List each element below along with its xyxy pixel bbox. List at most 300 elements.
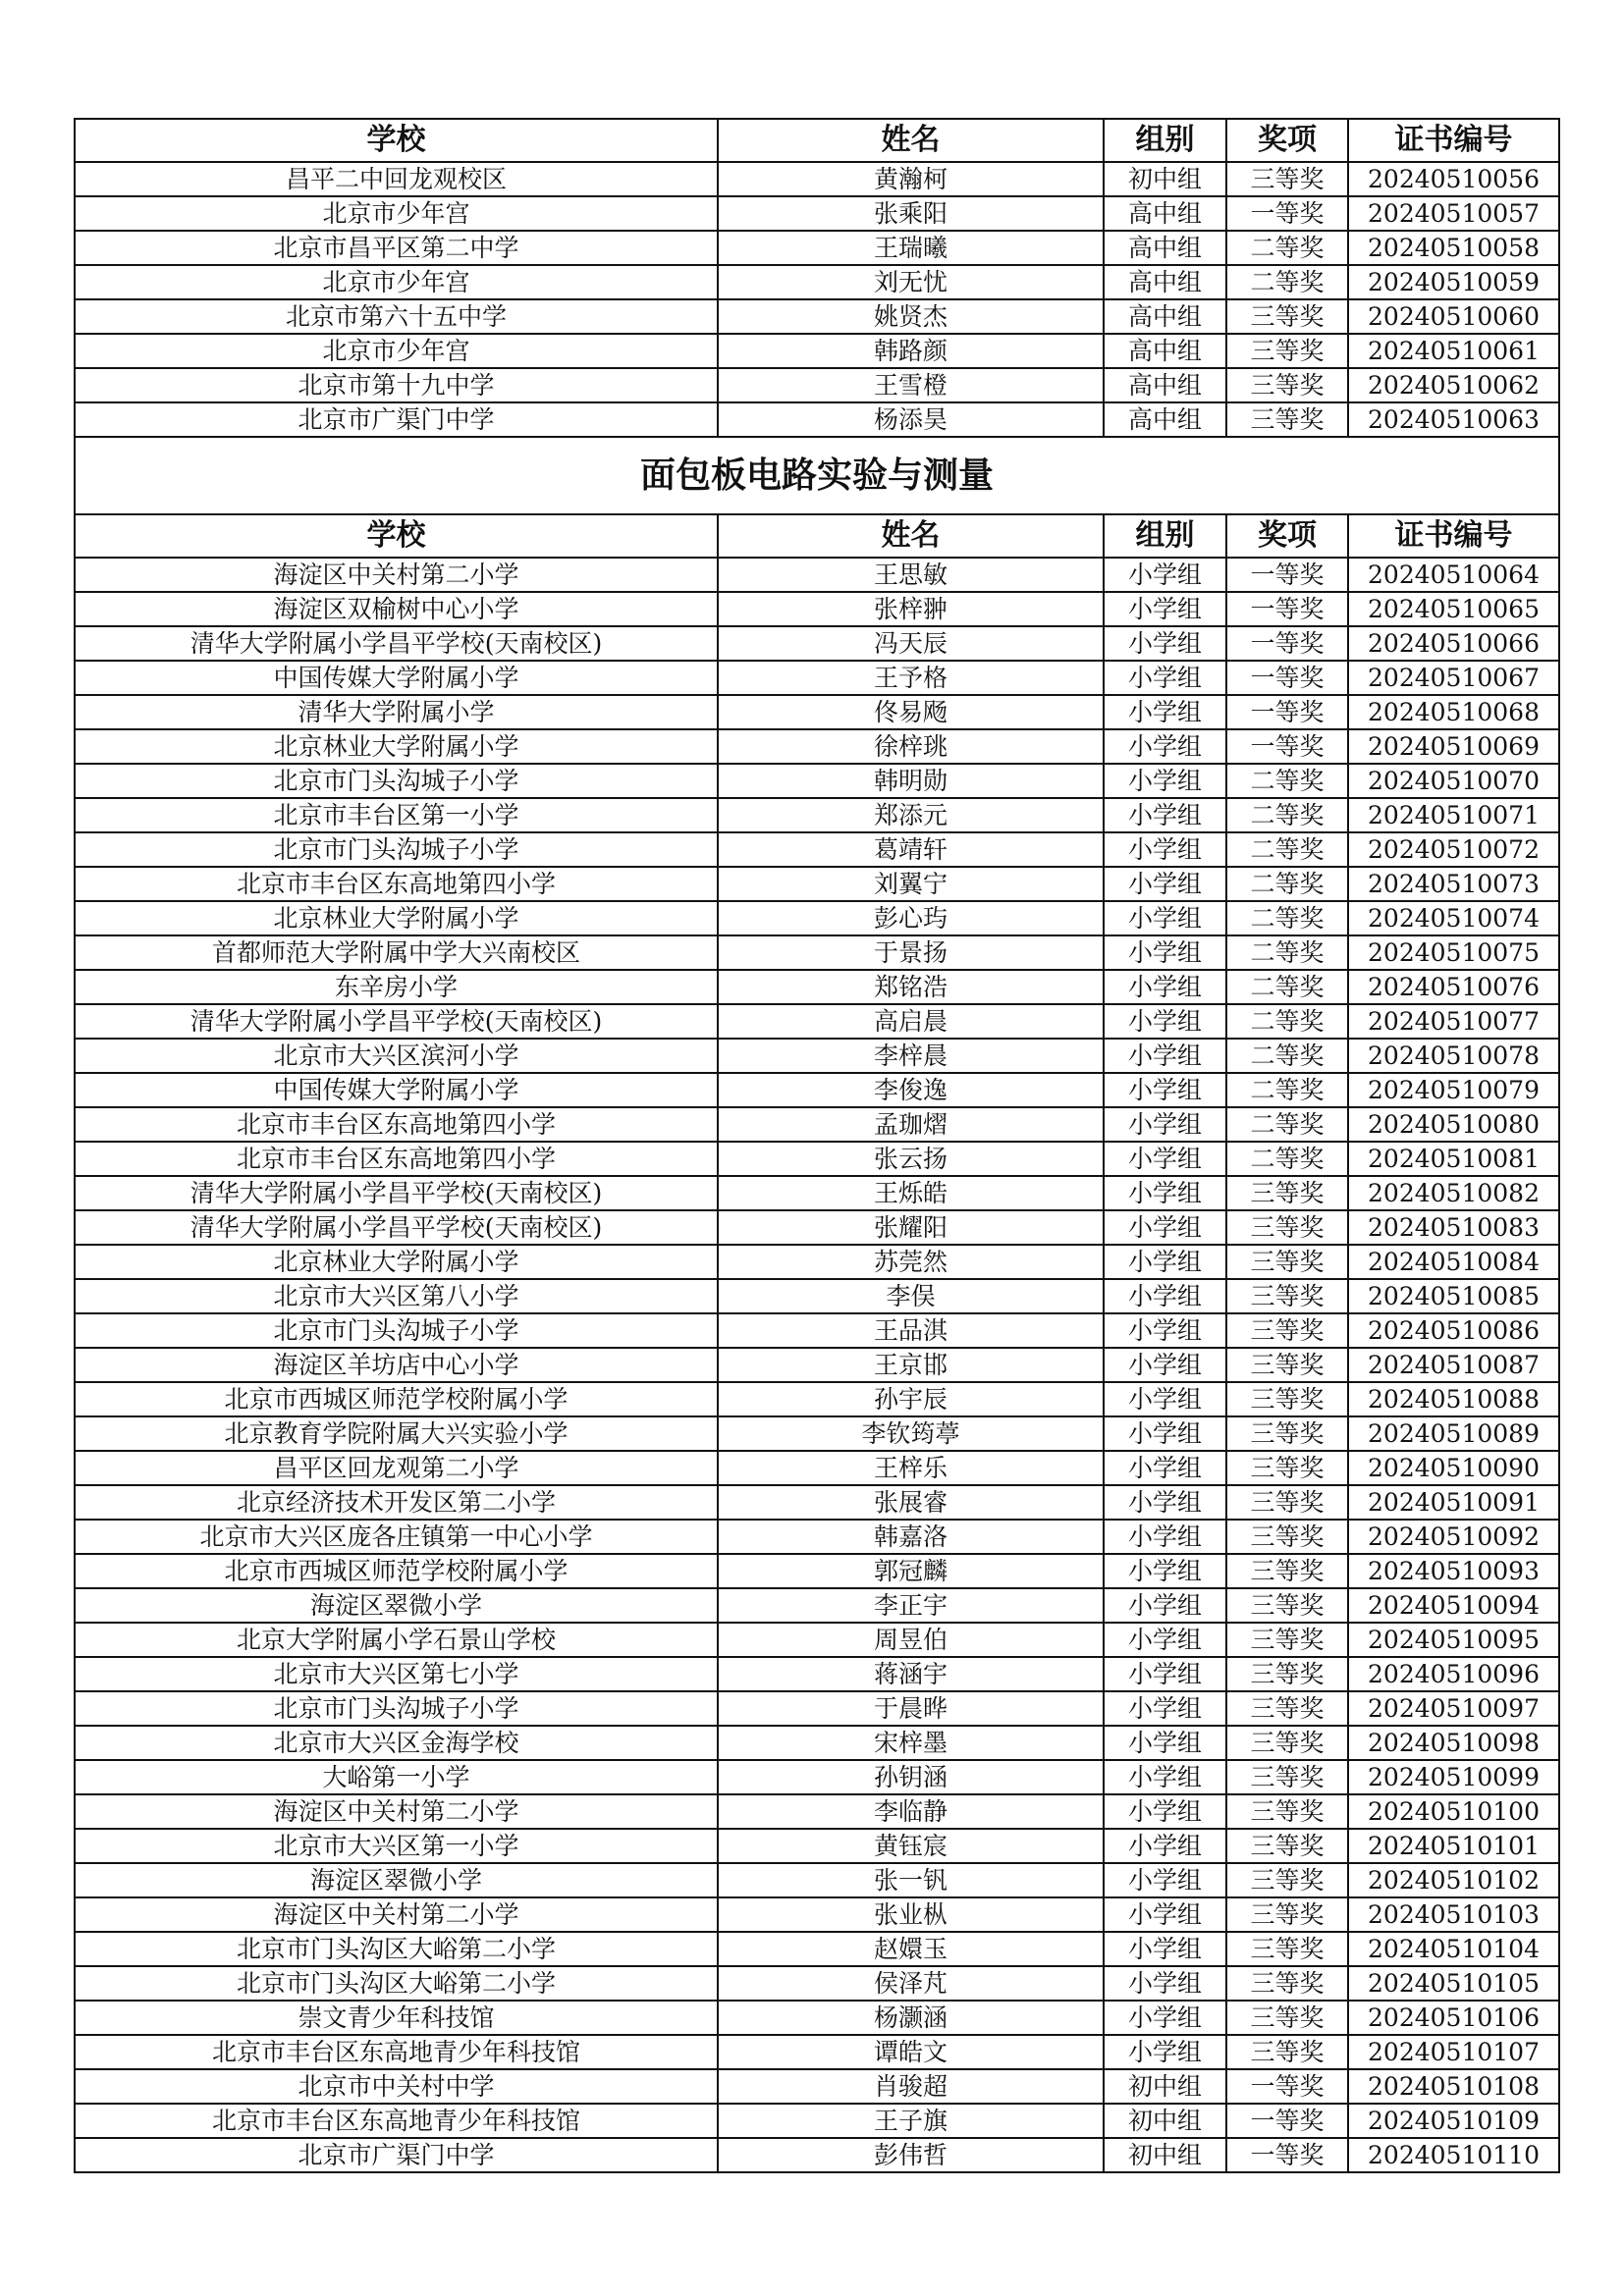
- table-row: [75, 1623, 1559, 1657]
- cell-group: 小学组: [1104, 592, 1226, 626]
- cell-name: 韩明勋: [718, 764, 1104, 798]
- table-row: [75, 2069, 1559, 2104]
- cell-school: 北京市少年宫: [75, 265, 718, 299]
- table-row: [75, 2104, 1559, 2138]
- table-header-row: [75, 119, 1559, 162]
- cell-group: 高中组: [1104, 368, 1226, 402]
- cell-cert: 20240510103: [1348, 1897, 1559, 1932]
- cell-cert: 20240510073: [1348, 867, 1559, 901]
- table-row: [75, 1107, 1559, 1142]
- cell-group: 小学组: [1104, 832, 1226, 867]
- cell-cert: 20240510070: [1348, 764, 1559, 798]
- cell-name: 刘无忧: [718, 265, 1104, 299]
- cell-group: 小学组: [1104, 1932, 1226, 1966]
- cell-name: 王雪橙: [718, 368, 1104, 402]
- cell-cert: 20240510062: [1348, 368, 1559, 402]
- cell-award: 三等奖: [1226, 1348, 1348, 1382]
- cell-award: 三等奖: [1226, 1279, 1348, 1313]
- cell-school: 海淀区中关村第二小学: [75, 1897, 718, 1932]
- table-row: [75, 2138, 1559, 2172]
- cell-name: 王瑞曦: [718, 231, 1104, 265]
- cell-award: 二等奖: [1226, 970, 1348, 1004]
- cell-group: 小学组: [1104, 867, 1226, 901]
- cell-award: 二等奖: [1226, 764, 1348, 798]
- cell-school: 北京市大兴区滨河小学: [75, 1039, 718, 1073]
- cell-award: 一等奖: [1226, 2104, 1348, 2138]
- cell-award: 二等奖: [1226, 1039, 1348, 1073]
- cell-group: 小学组: [1104, 935, 1226, 970]
- cell-award: 二等奖: [1226, 265, 1348, 299]
- cell-school: 海淀区中关村第二小学: [75, 1794, 718, 1829]
- table-row: [75, 661, 1559, 695]
- cell-school: 北京市大兴区庞各庄镇第一中心小学: [75, 1520, 718, 1554]
- cell-name: 黄瀚柯: [718, 162, 1104, 196]
- table-row: [75, 729, 1559, 764]
- column-header-school: 学校: [75, 514, 718, 558]
- cell-name: 周昱伯: [718, 1623, 1104, 1657]
- cell-cert: 20240510083: [1348, 1210, 1559, 1245]
- cell-award: 三等奖: [1226, 1520, 1348, 1554]
- table-row: [75, 1176, 1559, 1210]
- cell-award: 三等奖: [1226, 2035, 1348, 2069]
- cell-name: 张梓翀: [718, 592, 1104, 626]
- table-row: [75, 1726, 1559, 1760]
- table-row: [75, 867, 1559, 901]
- cell-school: 海淀区双榆树中心小学: [75, 592, 718, 626]
- cell-cert: 20240510076: [1348, 970, 1559, 1004]
- cell-cert: 20240510086: [1348, 1313, 1559, 1348]
- cell-name: 王京邯: [718, 1348, 1104, 1382]
- cell-award: 一等奖: [1226, 558, 1348, 592]
- cell-cert: 20240510101: [1348, 1829, 1559, 1863]
- cell-school: 北京市少年宫: [75, 334, 718, 368]
- cell-cert: 20240510056: [1348, 162, 1559, 196]
- cell-award: 三等奖: [1226, 1966, 1348, 2001]
- cell-cert: 20240510067: [1348, 661, 1559, 695]
- cell-group: 小学组: [1104, 626, 1226, 661]
- cell-cert: 20240510089: [1348, 1416, 1559, 1451]
- cell-award: 三等奖: [1226, 1623, 1348, 1657]
- cell-name: 张业枞: [718, 1897, 1104, 1932]
- cell-award: 三等奖: [1226, 1657, 1348, 1691]
- cell-group: 小学组: [1104, 901, 1226, 935]
- cell-group: 小学组: [1104, 2035, 1226, 2069]
- cell-group: 小学组: [1104, 1623, 1226, 1657]
- cell-name: 黄钰宸: [718, 1829, 1104, 1863]
- cell-group: 小学组: [1104, 1279, 1226, 1313]
- cell-award: 二等奖: [1226, 1004, 1348, 1039]
- table-row: [75, 1004, 1559, 1039]
- cell-award: 一等奖: [1226, 626, 1348, 661]
- cell-name: 王予格: [718, 661, 1104, 695]
- cell-group: 小学组: [1104, 1966, 1226, 2001]
- cell-cert: 20240510058: [1348, 231, 1559, 265]
- cell-group: 小学组: [1104, 1142, 1226, 1176]
- column-header-cert: 证书编号: [1348, 514, 1559, 558]
- cell-group: 小学组: [1104, 1210, 1226, 1245]
- table-row: [75, 1657, 1559, 1691]
- cell-school: 北京市西城区师范学校附属小学: [75, 1554, 718, 1588]
- cell-group: 初中组: [1104, 162, 1226, 196]
- cell-cert: 20240510108: [1348, 2069, 1559, 2104]
- cell-cert: 20240510106: [1348, 2001, 1559, 2035]
- cell-school: 北京市中关村中学: [75, 2069, 718, 2104]
- cell-group: 小学组: [1104, 695, 1226, 729]
- table-row: [75, 1554, 1559, 1588]
- cell-award: 二等奖: [1226, 1073, 1348, 1107]
- cell-cert: 20240510069: [1348, 729, 1559, 764]
- cell-name: 王思敏: [718, 558, 1104, 592]
- cell-cert: 20240510104: [1348, 1932, 1559, 1966]
- cell-school: 中国传媒大学附属小学: [75, 661, 718, 695]
- cell-group: 小学组: [1104, 764, 1226, 798]
- cell-award: 三等奖: [1226, 162, 1348, 196]
- cell-name: 高启晨: [718, 1004, 1104, 1039]
- cell-name: 张耀阳: [718, 1210, 1104, 1245]
- cell-cert: 20240510080: [1348, 1107, 1559, 1142]
- cell-school: 北京市大兴区第一小学: [75, 1829, 718, 1863]
- cell-group: 小学组: [1104, 1588, 1226, 1623]
- cell-award: 一等奖: [1226, 695, 1348, 729]
- cell-cert: 20240510088: [1348, 1382, 1559, 1416]
- cell-school: 昌平二中回龙观校区: [75, 162, 718, 196]
- cell-school: 崇文青少年科技馆: [75, 2001, 718, 2035]
- cell-group: 小学组: [1104, 1039, 1226, 1073]
- table-row: [75, 1279, 1559, 1313]
- table-row: [75, 1210, 1559, 1245]
- cell-award: 二等奖: [1226, 231, 1348, 265]
- cell-school: 清华大学附属小学昌平学校(天南校区): [75, 1210, 718, 1245]
- cell-group: 小学组: [1104, 661, 1226, 695]
- cell-school: 北京市丰台区东高地青少年科技馆: [75, 2104, 718, 2138]
- cell-cert: 20240510100: [1348, 1794, 1559, 1829]
- cell-name: 于景扬: [718, 935, 1104, 970]
- cell-school: 中国传媒大学附属小学: [75, 1073, 718, 1107]
- cell-name: 张云扬: [718, 1142, 1104, 1176]
- cell-cert: 20240510059: [1348, 265, 1559, 299]
- table-row: [75, 1588, 1559, 1623]
- cell-award: 三等奖: [1226, 1554, 1348, 1588]
- cell-award: 三等奖: [1226, 1932, 1348, 1966]
- cell-cert: 20240510105: [1348, 1966, 1559, 2001]
- cell-award: 一等奖: [1226, 729, 1348, 764]
- cell-group: 小学组: [1104, 729, 1226, 764]
- cell-award: 三等奖: [1226, 1451, 1348, 1485]
- cell-group: 小学组: [1104, 1073, 1226, 1107]
- cell-award: 三等奖: [1226, 1245, 1348, 1279]
- cell-group: 小学组: [1104, 558, 1226, 592]
- cell-school: 北京大学附属小学石景山学校: [75, 1623, 718, 1657]
- cell-award: 三等奖: [1226, 1726, 1348, 1760]
- cell-group: 小学组: [1104, 970, 1226, 1004]
- cell-name: 刘翼宁: [718, 867, 1104, 901]
- cell-school: 北京市广渠门中学: [75, 402, 718, 437]
- cell-school: 北京市丰台区第一小学: [75, 798, 718, 832]
- table-row: [75, 1245, 1559, 1279]
- table-row: [75, 592, 1559, 626]
- cell-award: 三等奖: [1226, 334, 1348, 368]
- cell-group: 小学组: [1104, 1863, 1226, 1897]
- table-row: [75, 1932, 1559, 1966]
- cell-group: 小学组: [1104, 1107, 1226, 1142]
- cell-school: 北京市门头沟区大峪第二小学: [75, 1932, 718, 1966]
- cell-cert: 20240510102: [1348, 1863, 1559, 1897]
- cell-name: 郭冠麟: [718, 1554, 1104, 1588]
- cell-school: 北京市大兴区金海学校: [75, 1726, 718, 1760]
- cell-cert: 20240510072: [1348, 832, 1559, 867]
- table-row: [75, 1382, 1559, 1416]
- cell-group: 小学组: [1104, 1451, 1226, 1485]
- cell-school: 北京市大兴区第七小学: [75, 1657, 718, 1691]
- table-row: [75, 1863, 1559, 1897]
- cell-group: 高中组: [1104, 265, 1226, 299]
- cell-school: 清华大学附属小学昌平学校(天南校区): [75, 1004, 718, 1039]
- cell-school: 北京市少年宫: [75, 196, 718, 231]
- table-row: [75, 1073, 1559, 1107]
- cell-group: 初中组: [1104, 2069, 1226, 2104]
- table-row: [75, 935, 1559, 970]
- table-row: [75, 558, 1559, 592]
- table-row: [75, 299, 1559, 334]
- cell-award: 二等奖: [1226, 1142, 1348, 1176]
- cell-name: 郑添元: [718, 798, 1104, 832]
- cell-school: 清华大学附属小学昌平学校(天南校区): [75, 626, 718, 661]
- cell-school: 北京市门头沟城子小学: [75, 1691, 718, 1726]
- table-row: [75, 970, 1559, 1004]
- cell-cert: 20240510071: [1348, 798, 1559, 832]
- cell-award: 一等奖: [1226, 592, 1348, 626]
- cell-school: 海淀区翠微小学: [75, 1588, 718, 1623]
- table-row: [75, 368, 1559, 402]
- cell-cert: 20240510094: [1348, 1588, 1559, 1623]
- cell-award: 三等奖: [1226, 402, 1348, 437]
- cell-school: 北京市丰台区东高地第四小学: [75, 867, 718, 901]
- cell-name: 王烁皓: [718, 1176, 1104, 1210]
- table-row: [75, 1348, 1559, 1382]
- cell-name: 杨添昊: [718, 402, 1104, 437]
- table-header-row: [75, 514, 1559, 558]
- cell-cert: 20240510098: [1348, 1726, 1559, 1760]
- cell-cert: 20240510087: [1348, 1348, 1559, 1382]
- table-row: [75, 1039, 1559, 1073]
- table-row: [75, 162, 1559, 196]
- cell-group: 高中组: [1104, 196, 1226, 231]
- column-header-cert: 证书编号: [1348, 119, 1559, 162]
- table-row: [75, 1520, 1559, 1554]
- cell-name: 葛靖轩: [718, 832, 1104, 867]
- cell-school: 北京市广渠门中学: [75, 2138, 718, 2172]
- section-title-row: [75, 437, 1559, 514]
- cell-school: 东辛房小学: [75, 970, 718, 1004]
- cell-group: 小学组: [1104, 1691, 1226, 1726]
- cell-cert: 20240510099: [1348, 1760, 1559, 1794]
- table-row: [75, 1142, 1559, 1176]
- cell-name: 李梓晨: [718, 1039, 1104, 1073]
- cell-cert: 20240510060: [1348, 299, 1559, 334]
- cell-name: 彭心玙: [718, 901, 1104, 935]
- cell-name: 苏莞然: [718, 1245, 1104, 1279]
- cell-cert: 20240510061: [1348, 334, 1559, 368]
- award-list-sheet: [74, 118, 1558, 2173]
- cell-award: 三等奖: [1226, 1863, 1348, 1897]
- table-row: [75, 626, 1559, 661]
- cell-cert: 20240510068: [1348, 695, 1559, 729]
- cell-award: 三等奖: [1226, 1691, 1348, 1726]
- cell-group: 高中组: [1104, 334, 1226, 368]
- table-row: [75, 1416, 1559, 1451]
- cell-name: 王梓乐: [718, 1451, 1104, 1485]
- cell-cert: 20240510066: [1348, 626, 1559, 661]
- column-header-name: 姓名: [718, 514, 1104, 558]
- cell-name: 张展睿: [718, 1485, 1104, 1520]
- cell-cert: 20240510064: [1348, 558, 1559, 592]
- column-header-name: 姓名: [718, 119, 1104, 162]
- cell-school: 大峪第一小学: [75, 1760, 718, 1794]
- cell-award: 二等奖: [1226, 798, 1348, 832]
- cell-name: 赵嬛玉: [718, 1932, 1104, 1966]
- cell-school: 北京市大兴区第八小学: [75, 1279, 718, 1313]
- table-row: [75, 2001, 1559, 2035]
- cell-school: 北京市门头沟城子小学: [75, 832, 718, 867]
- cell-school: 北京市丰台区东高地第四小学: [75, 1107, 718, 1142]
- cell-name: 宋梓墨: [718, 1726, 1104, 1760]
- cell-cert: 20240510065: [1348, 592, 1559, 626]
- table-row: [75, 832, 1559, 867]
- cell-group: 小学组: [1104, 1829, 1226, 1863]
- cell-school: 北京市丰台区东高地青少年科技馆: [75, 2035, 718, 2069]
- cell-group: 小学组: [1104, 1760, 1226, 1794]
- cell-group: 小学组: [1104, 1485, 1226, 1520]
- column-header-school: 学校: [75, 119, 718, 162]
- cell-school: 北京林业大学附属小学: [75, 1245, 718, 1279]
- cell-award: 三等奖: [1226, 2001, 1348, 2035]
- cell-name: 王品淇: [718, 1313, 1104, 1348]
- table-row: [75, 1966, 1559, 2001]
- cell-name: 于晨晔: [718, 1691, 1104, 1726]
- column-header-group: 组别: [1104, 119, 1226, 162]
- cell-cert: 20240510078: [1348, 1039, 1559, 1073]
- cell-cert: 20240510092: [1348, 1520, 1559, 1554]
- cell-award: 三等奖: [1226, 368, 1348, 402]
- table-row: [75, 265, 1559, 299]
- table-row: [75, 1451, 1559, 1485]
- cell-name: 杨灏涵: [718, 2001, 1104, 2035]
- cell-group: 小学组: [1104, 1176, 1226, 1210]
- cell-group: 小学组: [1104, 1554, 1226, 1588]
- table-row: [75, 1760, 1559, 1794]
- cell-cert: 20240510109: [1348, 2104, 1559, 2138]
- cell-school: 北京教育学院附属大兴实验小学: [75, 1416, 718, 1451]
- table-row: [75, 1897, 1559, 1932]
- cell-cert: 20240510107: [1348, 2035, 1559, 2069]
- cell-award: 三等奖: [1226, 1382, 1348, 1416]
- cell-cert: 20240510110: [1348, 2138, 1559, 2172]
- column-header-award: 奖项: [1226, 119, 1348, 162]
- table-row: [75, 231, 1559, 265]
- cell-name: 韩嘉洛: [718, 1520, 1104, 1554]
- table-row: [75, 402, 1559, 437]
- cell-cert: 20240510084: [1348, 1245, 1559, 1279]
- cell-group: 小学组: [1104, 1794, 1226, 1829]
- award-table: [74, 118, 1560, 2173]
- cell-name: 蒋涵宇: [718, 1657, 1104, 1691]
- cell-group: 小学组: [1104, 1313, 1226, 1348]
- cell-school: 北京林业大学附属小学: [75, 901, 718, 935]
- cell-award: 二等奖: [1226, 935, 1348, 970]
- cell-group: 小学组: [1104, 1348, 1226, 1382]
- cell-group: 小学组: [1104, 1726, 1226, 1760]
- cell-cert: 20240510079: [1348, 1073, 1559, 1107]
- cell-school: 北京市门头沟城子小学: [75, 1313, 718, 1348]
- cell-name: 孙钥涵: [718, 1760, 1104, 1794]
- cell-award: 三等奖: [1226, 1176, 1348, 1210]
- cell-cert: 20240510097: [1348, 1691, 1559, 1726]
- cell-school: 北京市丰台区东高地第四小学: [75, 1142, 718, 1176]
- table-row: [75, 1485, 1559, 1520]
- cell-award: 三等奖: [1226, 1760, 1348, 1794]
- cell-school: 北京市门头沟城子小学: [75, 764, 718, 798]
- cell-award: 三等奖: [1226, 1210, 1348, 1245]
- cell-award: 一等奖: [1226, 2069, 1348, 2104]
- cell-school: 北京市门头沟区大峪第二小学: [75, 1966, 718, 2001]
- table-row: [75, 798, 1559, 832]
- table-row: [75, 1794, 1559, 1829]
- cell-name: 佟易飏: [718, 695, 1104, 729]
- cell-award: 一等奖: [1226, 196, 1348, 231]
- cell-group: 小学组: [1104, 1520, 1226, 1554]
- table-row: [75, 334, 1559, 368]
- cell-award: 三等奖: [1226, 1313, 1348, 1348]
- cell-cert: 20240510082: [1348, 1176, 1559, 1210]
- cell-name: 王子旗: [718, 2104, 1104, 2138]
- cell-group: 小学组: [1104, 1897, 1226, 1932]
- cell-school: 海淀区翠微小学: [75, 1863, 718, 1897]
- cell-cert: 20240510074: [1348, 901, 1559, 935]
- cell-award: 三等奖: [1226, 1829, 1348, 1863]
- cell-school: 昌平区回龙观第二小学: [75, 1451, 718, 1485]
- cell-name: 李俊逸: [718, 1073, 1104, 1107]
- table-row: [75, 196, 1559, 231]
- table-row: [75, 764, 1559, 798]
- cell-name: 冯天辰: [718, 626, 1104, 661]
- cell-name: 韩路颜: [718, 334, 1104, 368]
- section-title: 面包板电路实验与测量: [75, 437, 1559, 514]
- cell-award: 一等奖: [1226, 661, 1348, 695]
- cell-award: 二等奖: [1226, 901, 1348, 935]
- cell-group: 小学组: [1104, 1657, 1226, 1691]
- cell-name: 李俣: [718, 1279, 1104, 1313]
- cell-award: 三等奖: [1226, 1416, 1348, 1451]
- cell-award: 三等奖: [1226, 1588, 1348, 1623]
- cell-group: 高中组: [1104, 299, 1226, 334]
- cell-award: 一等奖: [1226, 2138, 1348, 2172]
- cell-school: 北京市第六十五中学: [75, 299, 718, 334]
- cell-school: 海淀区羊坊店中心小学: [75, 1348, 718, 1382]
- column-header-group: 组别: [1104, 514, 1226, 558]
- cell-name: 孙宇辰: [718, 1382, 1104, 1416]
- cell-award: 三等奖: [1226, 1897, 1348, 1932]
- cell-group: 小学组: [1104, 1382, 1226, 1416]
- cell-award: 二等奖: [1226, 1107, 1348, 1142]
- cell-school: 清华大学附属小学昌平学校(天南校区): [75, 1176, 718, 1210]
- cell-group: 初中组: [1104, 2104, 1226, 2138]
- cell-award: 三等奖: [1226, 299, 1348, 334]
- cell-name: 李正宇: [718, 1588, 1104, 1623]
- cell-cert: 20240510091: [1348, 1485, 1559, 1520]
- cell-group: 小学组: [1104, 2001, 1226, 2035]
- cell-name: 张乘阳: [718, 196, 1104, 231]
- cell-school: 海淀区中关村第二小学: [75, 558, 718, 592]
